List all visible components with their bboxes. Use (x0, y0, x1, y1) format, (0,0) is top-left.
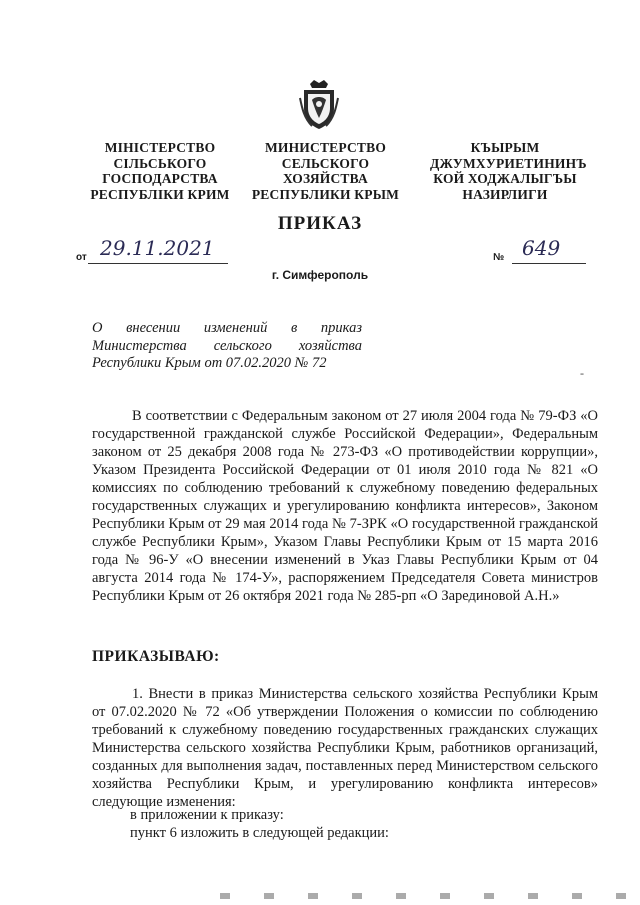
amendment-line: пункт 6 изложить в следующей редакции: (130, 825, 389, 841)
amendment-line: в приложении к приказу: (130, 807, 284, 823)
date-value: 29.11.2021 (100, 236, 215, 260)
number-label: № (493, 252, 505, 263)
subject-line: Министерства сельского хозяйства (92, 337, 362, 354)
page-cutoff-text (220, 893, 640, 899)
date-label: от (76, 252, 87, 263)
ministry-name-ukrainian (90, 140, 230, 202)
document-title: ПРИКАЗ (277, 213, 363, 234)
coat-of-arms-icon (298, 78, 340, 130)
document-subject (92, 320, 362, 373)
ministry-name-crimean-tatar (430, 140, 587, 202)
ministry-crt-line: КЪЫРЫМ (470, 140, 540, 155)
preamble-paragraph: В соответствии с Федеральным законом от 27 июля 2004 года № 79-ФЗ «О государственной гражданской службе Российской Федерации», Федеральным законом от 25 декабря 2008 года № 273-ФЗ «О противодействии коррупции», Указом Президента Российской Федерации от 01 июля 2010 года № 821 «О комиссиях по соблюдению требований к служебному поведению федеральных государственных служащих и урегулированию конфликта интересов», Законом Республики Крым от 29 мая 2014 года № 7-ЗРК «О государственной гражданской службе Республики Крым», Указом Главы Республики Крым от 15 марта 2016 года № 96-У «О внесении изменений в Указ Главы Республики Крым от 04 августа 2014 года № 174-У», распоряжением Председателя Совета министров Республики Крым от 26 октября 2021 года № 285-рп «О Зарединовой А.Н.» (92, 408, 598, 604)
number-value: 649 (522, 236, 561, 260)
ministry-ukr-line: СІЛЬСЬКОГО (113, 155, 207, 171)
order-item-1: 1. Внести в приказ Министерства сельского хозяйства Республики Крым от 07.02.2020 № 72 «Об утверждении Положения о комиссии по соблюдению требований к служебному поведению государственных гражданских служащих Министерства сельского хозяйства Республики Крым, работников организаций, созданных для выполнения задач, поставленных перед Министерством сельского хозяйства Республики Крым, и урегулированию конфликта интересов» следующие изменения: (92, 686, 598, 810)
ministry-ukr-line: МІНІСТЕРСТВО (104, 140, 216, 155)
ministry-ukr-line: ГОСПОДАРСТВА (102, 171, 218, 186)
ministry-crt-line: ДЖУМХУРИЕТИНИНЪ (430, 155, 587, 171)
ministry-crt-line: КОЙ ХОДЖАЛЫГЪЫ (433, 171, 577, 186)
stray-mark: - (580, 366, 584, 380)
order-word: ПРИКАЗЫВАЮ: (92, 648, 220, 665)
subject-line: О внесении изменений в приказ (92, 320, 362, 336)
date-underline (88, 263, 228, 264)
ministry-rus-line: МИНИСТЕРСТВО (264, 140, 387, 155)
ministry-rus-line: РЕСПУБЛИКИ КРЫМ (251, 186, 400, 202)
ministry-crt-line: НАЗИРЛИГИ (462, 186, 548, 202)
ministry-name-russian (243, 140, 408, 202)
city: г. Симферополь (271, 268, 369, 282)
number-underline (512, 263, 586, 264)
ministry-ukr-line: РЕСПУБЛІКИ КРИМ (90, 186, 230, 202)
subject-line: Республики Крым от 07.02.2020 № 72 (92, 355, 327, 371)
ministry-rus-line: СЕЛЬСКОГО ХОЗЯЙСТВА (281, 155, 370, 186)
